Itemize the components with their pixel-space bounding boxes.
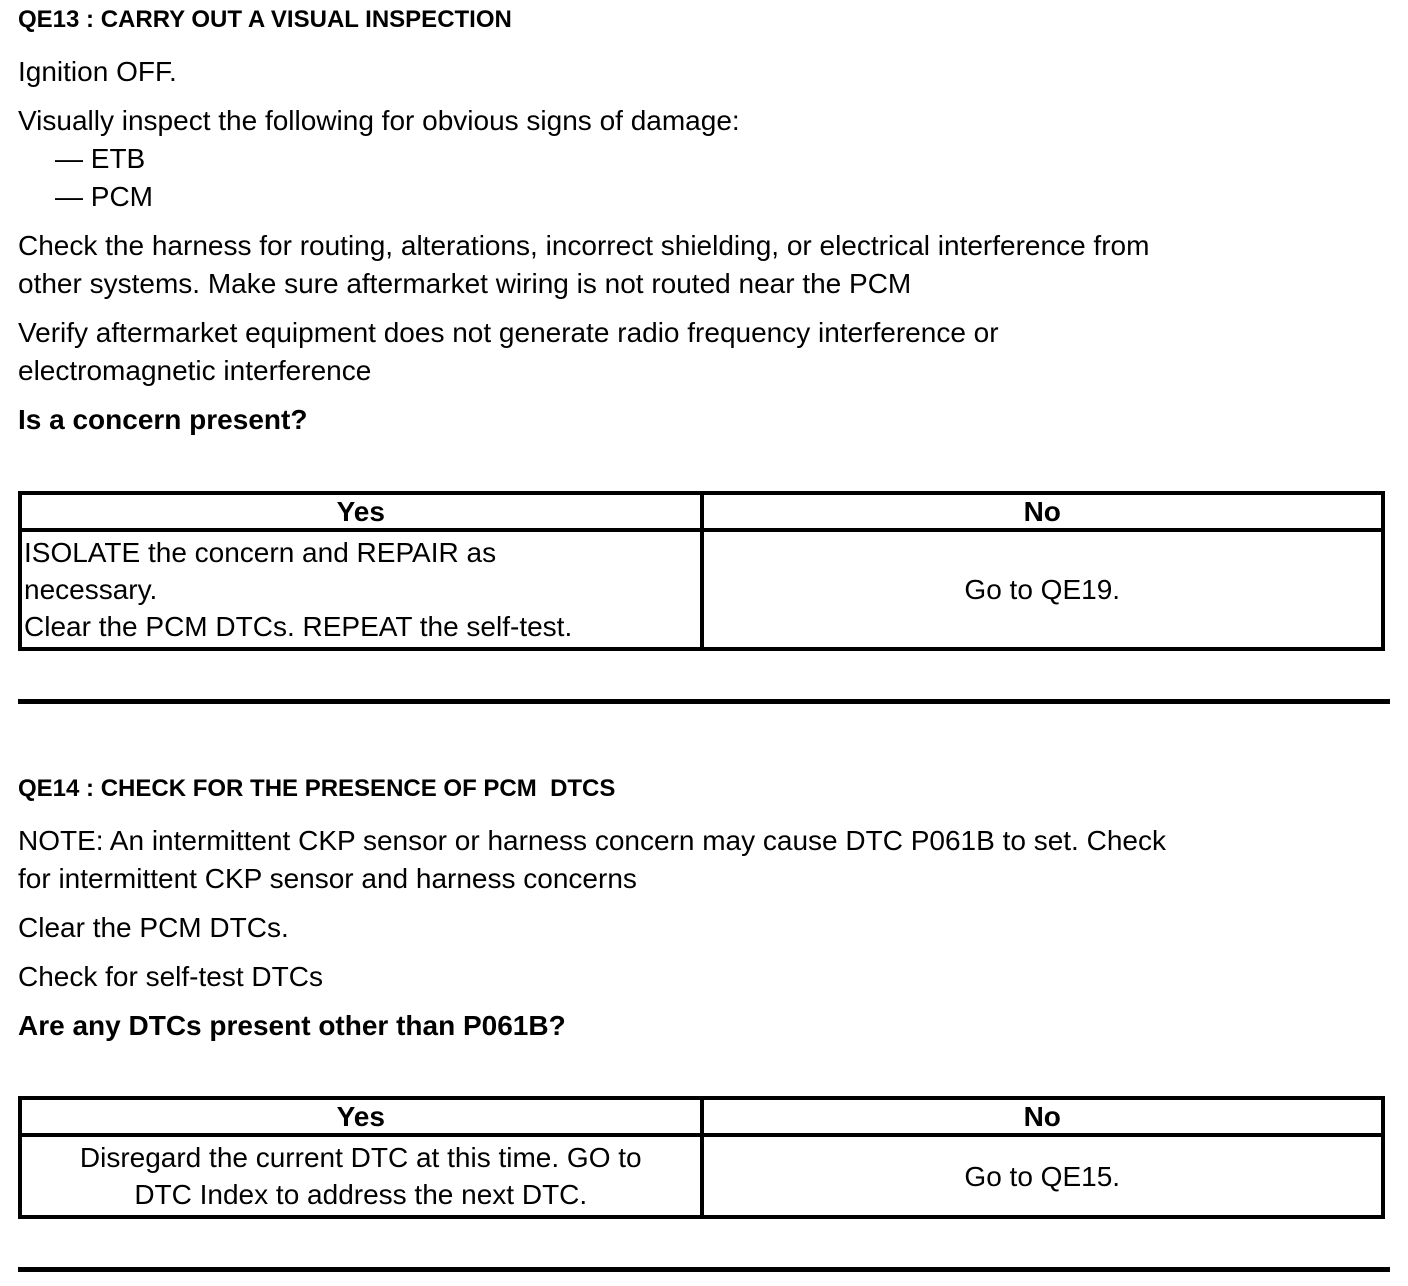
qe14-clear-step: Clear the PCM DTCs. [18,912,289,943]
qe14-check-step: Check for self-test DTCs [18,961,323,992]
qe14-yes-line-2: DTC Index to address the next DTC. [134,1179,588,1210]
table-header-row [20,1098,1383,1135]
qe14-no-action-cell: Go to QE15. [702,1135,1384,1217]
section-qe13 [18,6,1390,651]
qe13-yes-line-2: necessary. [24,574,158,605]
qe13-harness-paragraph [18,227,1390,303]
qe13-yes-action-cell [20,530,702,649]
qe13-heading: QE13 : CARRY OUT A VISUAL INSPECTION [18,6,512,33]
table-header-row [20,493,1383,530]
qe13-question: Is a concern present? [18,404,308,435]
no-header-cell: No [702,493,1384,530]
qe13-verify-line-1: Verify aftermarket equipment does not generate radio frequency interference or [18,317,999,348]
table-row [20,530,1383,649]
qe13-harness-line-2: other systems. Make sure aftermarket wiring is not routed near the PCM [18,268,912,299]
qe14-note-paragraph [18,822,1390,898]
qe13-inspect-list [18,140,1390,216]
qe14-note-line-1: NOTE: An intermittent CKP sensor or harness concern may cause DTC P061B to set. Check [18,825,1166,856]
qe13-no-action-cell: Go to QE19. [702,530,1384,649]
section-divider [18,699,1390,704]
qe14-yes-line-1: Disregard the current DTC at this time. GO to [79,1142,642,1173]
qe13-verify-line-2: electromagnetic interference [18,355,372,386]
list-item-etb: — ETB [55,143,146,174]
qe13-ignition-step: Ignition OFF. [18,56,177,87]
qe14-question: Are any DTCs present other than P061B? [18,1010,566,1041]
qe14-heading: QE14 : CHECK FOR THE PRESENCE OF PCM DTCS [18,775,616,802]
qe13-verify-paragraph [18,314,1390,390]
no-header-cell: No [702,1098,1384,1135]
section-qe14 [18,775,1390,1219]
qe13-yes-line-3: Clear the PCM DTCs. REPEAT the self-test. [24,611,573,642]
qe13-harness-line-1: Check the harness for routing, alterations, incorrect shielding, or electrical interference from [18,230,1150,261]
page-bottom-divider [18,1267,1390,1272]
qe14-yes-action-cell [20,1135,702,1217]
table-row [20,1135,1383,1217]
yes-header-cell: Yes [20,493,702,530]
qe13-decision-table [18,491,1385,651]
list-item-pcm: — PCM [55,181,153,212]
qe13-yes-line-1: ISOLATE the concern and REPAIR as [24,537,497,568]
yes-header-cell: Yes [20,1098,702,1135]
qe14-note-line-2: for intermittent CKP sensor and harness concerns [18,863,637,894]
qe14-decision-table [18,1096,1385,1219]
qe13-inspect-intro: Visually inspect the following for obvious signs of damage: [18,105,740,136]
